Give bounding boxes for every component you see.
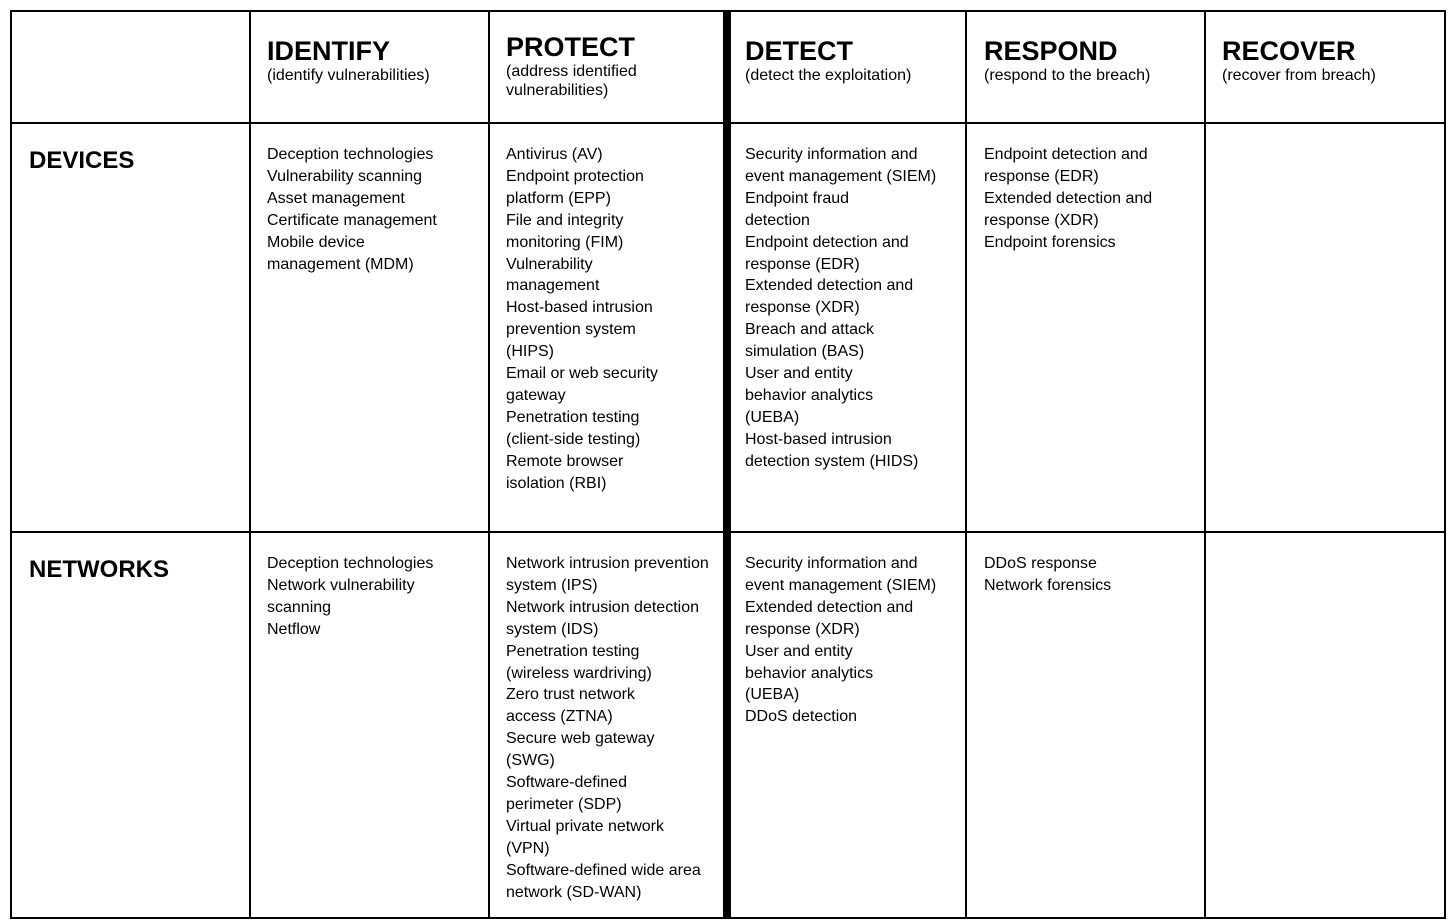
list-item: Host-based intrusion detection system (HIDS)	[745, 430, 919, 470]
list-item: Asset management	[267, 189, 405, 207]
list-item: Extended detection and response (XDR)	[745, 598, 914, 638]
column-title: RESPOND	[984, 36, 1118, 66]
list-item: Endpoint forensics	[984, 233, 1116, 251]
column-subtitle: (identify vulnerabilities)	[267, 67, 430, 84]
column-header-protect	[506, 32, 718, 122]
list-item: Security information and event management (SIEM)	[745, 146, 937, 185]
column-title: DETECT	[745, 36, 853, 66]
item-list	[984, 144, 1200, 254]
devices-respond-cell	[984, 144, 1200, 529]
list-item: Deception technologies	[267, 146, 434, 163]
security-framework-table	[10, 10, 1446, 919]
corner-cell	[12, 12, 249, 122]
column-title: IDENTIFY	[267, 36, 391, 66]
column-title: RECOVER	[1222, 36, 1356, 66]
column-divider	[965, 12, 967, 917]
list-item: Email or web security gateway	[506, 365, 659, 404]
item-list	[984, 553, 1200, 597]
list-item: Network intrusion detection system (IDS)	[506, 598, 699, 638]
item-list	[745, 144, 961, 473]
column-subtitle: (recover from breach)	[1222, 67, 1376, 84]
list-item: DDoS detection	[745, 708, 858, 726]
item-list	[267, 144, 485, 275]
list-item: Software-defined perimeter (SDP)	[506, 774, 627, 813]
item-list	[745, 553, 961, 728]
column-title: PROTECT	[506, 32, 636, 62]
list-item: Zero trust network access (ZTNA)	[506, 686, 635, 726]
list-item: Network forensics	[984, 576, 1112, 594]
column-divider	[249, 12, 251, 917]
row-header-devices	[29, 147, 244, 187]
column-header-recover	[1222, 36, 1444, 122]
column-header-detect	[745, 36, 961, 122]
list-item: User and entity behavior analytics (UEBA)	[745, 365, 874, 426]
list-item: Penetration testing (wireless wardriving)	[506, 642, 652, 682]
list-item: Virtual private network (VPN)	[506, 817, 664, 857]
item-list	[267, 553, 485, 641]
column-divider	[1204, 12, 1206, 917]
row-title: NETWORKS	[29, 556, 169, 583]
networks-identify-cell	[267, 553, 485, 913]
list-item: User and entity behavior analytics (UEBA)	[745, 642, 874, 704]
column-header-respond	[984, 36, 1200, 122]
list-item: Netflow	[267, 620, 321, 638]
column-subtitle: (detect the exploitation)	[745, 67, 912, 84]
item-list	[506, 144, 718, 495]
list-item: Software-defined wide area network (SD-WAN)	[506, 861, 701, 901]
list-item: Extended detection and response (XDR)	[745, 277, 914, 317]
networks-protect-cell	[506, 553, 722, 913]
column-header-identify	[267, 36, 483, 122]
list-item: Deception technologies	[267, 555, 434, 572]
list-item: Vulnerability management	[506, 255, 600, 295]
list-item: Endpoint fraud detection	[745, 189, 850, 229]
devices-recover-cell	[1222, 144, 1444, 529]
column-divider-thick	[723, 12, 731, 917]
list-item: Vulnerability scanning	[267, 167, 423, 185]
devices-protect-cell	[506, 144, 718, 529]
list-item: Extended detection and response (XDR)	[984, 189, 1153, 229]
list-item: Endpoint protection platform (EPP)	[506, 167, 644, 207]
row-title: DEVICES	[29, 147, 135, 174]
list-item: Security information and event management (SIEM)	[745, 555, 937, 594]
networks-detect-cell	[745, 553, 961, 913]
column-subtitle: (respond to the breach)	[984, 67, 1151, 84]
list-item: Secure web gateway (SWG)	[506, 730, 655, 770]
devices-identify-cell	[267, 144, 485, 529]
row-divider	[12, 122, 1444, 124]
list-item: Network vulnerability scanning	[267, 576, 415, 616]
list-item: Host-based intrusion prevention system (HIPS)	[506, 299, 653, 361]
list-item: Antivirus (AV)	[506, 146, 603, 163]
networks-recover-cell	[1222, 553, 1444, 913]
list-item: Endpoint detection and response (EDR)	[745, 233, 909, 273]
column-subtitle: (address identified vulnerabilities)	[506, 63, 637, 99]
list-item: File and integrity monitoring (FIM)	[506, 211, 624, 251]
list-item: Network intrusion prevention system (IPS)	[506, 555, 709, 594]
list-item: Penetration testing (client-side testing)	[506, 408, 641, 448]
row-header-networks	[29, 556, 244, 596]
list-item: Endpoint detection and response (EDR)	[984, 146, 1148, 185]
column-divider	[488, 12, 490, 917]
networks-respond-cell	[984, 553, 1200, 913]
row-divider	[12, 531, 1444, 533]
devices-detect-cell	[745, 144, 961, 529]
list-item: Breach and attack simulation (BAS)	[745, 321, 874, 361]
list-item: DDoS response	[984, 555, 1097, 572]
list-item: Certificate management	[267, 211, 437, 229]
item-list	[506, 553, 722, 904]
list-item: Mobile device management (MDM)	[267, 233, 414, 273]
list-item: Remote browser isolation (RBI)	[506, 452, 624, 492]
